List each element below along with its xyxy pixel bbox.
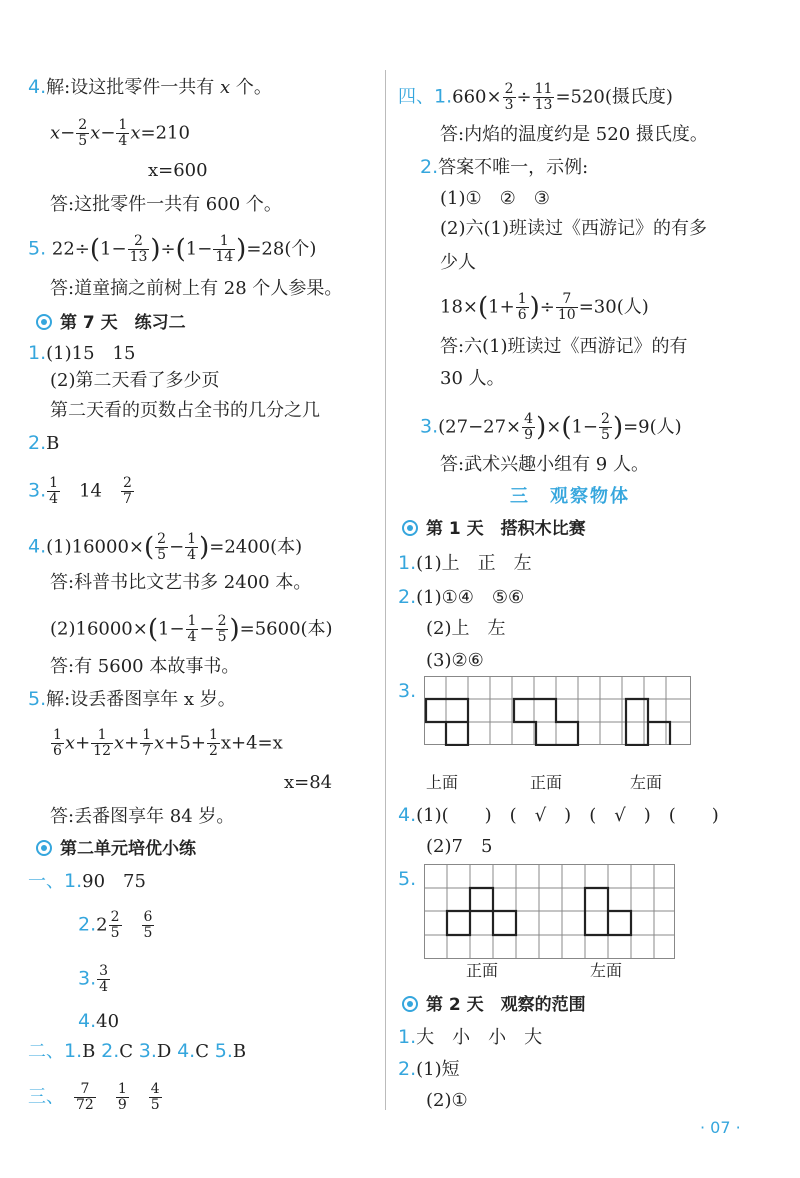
s4-q2b: (2)六(1)班读过《西游记》的有多 — [440, 218, 707, 239]
d1-q1: 1.(1)上 正 左 — [398, 552, 532, 574]
d7-q4b: (2)16000×(1− $\frac{1}{4}$ − $\frac{2}{5}$ )=5600(本) — [50, 613, 333, 645]
q4-equation: x− $\frac{2}{5}$ x− $\frac{1}{4}$ x=210 — [50, 117, 190, 149]
circle-bullet-icon — [402, 996, 418, 1012]
d7-q5-equation: $\frac{1}{6}$ x+ $\frac{1}{12}$ x+ $\frac{1}{7}$ x+5+ $\frac{1}{2}$ x+4=x — [53, 727, 283, 759]
q4-line: 4.解:设这批零件一共有 x 个。 — [28, 76, 272, 98]
s3-answers: 三、 $\frac{7}{72}$ $\frac{1}{9}$ $\frac{4}{5}$ — [28, 1081, 160, 1113]
d7-q4b-answer: 答:有 5600 本故事书。 — [50, 656, 240, 677]
d7-q4a-answer: 答:科普书比文艺书多 2400 本。 — [50, 572, 312, 593]
day1-heading: 第 1 天 搭积木比赛 — [402, 518, 586, 540]
views-grid-q5 — [424, 864, 676, 960]
d7-q5: 5.解:设丢番图享年 x 岁。 — [28, 688, 236, 710]
s4-q2-answer2: 30 人。 — [440, 368, 505, 389]
d1-q4b: (2)7 5 — [426, 836, 493, 857]
grid3-label-left: 左面 — [630, 773, 663, 792]
d7-q1c: 第二天看的页数占全书的几分之几 — [50, 400, 320, 421]
column-divider — [385, 70, 386, 1110]
s4-q2: 2.答案不唯一，示例: — [420, 156, 589, 178]
d7-q5-result: x=84 — [284, 772, 333, 793]
q4-answer: 答:这批零件一共有 600 个。 — [50, 194, 282, 215]
s4-q2-answer1: 答:六(1)班读过《西游记》的有 — [440, 336, 688, 357]
s1-q4: 4.40 — [78, 1010, 120, 1032]
d2-q2b: (2)① — [426, 1090, 468, 1111]
s1-q2: 2.2 $\frac{2}{5}$ $\frac{6}{5}$ — [78, 909, 153, 941]
d1-q4a: 4.(1)( ) ( √ ) ( √ ) ( ) — [398, 804, 719, 826]
day2-heading: 第 2 天 观察的范围 — [402, 994, 586, 1016]
q5-answer: 答:道童摘之前树上有 28 个人参果。 — [50, 278, 343, 299]
circle-bullet-icon — [36, 314, 52, 330]
d7-q3: 3. $\frac{1}{4}$ 14 $\frac{2}{7}$ — [28, 475, 132, 507]
d1-q2b: (2)上 左 — [426, 618, 506, 639]
d1-q2c: (3)②⑥ — [426, 650, 484, 671]
s4-q3-answer: 答:武术兴趣小组有 9 人。 — [440, 454, 649, 475]
s4-q2a: (1)① ② ③ — [440, 188, 550, 209]
s4-q3: 3.(27−27× $\frac{4}{9}$ )×(1− $\frac{2}{5}$ )=9(人) — [420, 411, 682, 443]
grid5-label-left: 左面 — [590, 961, 623, 980]
s4-q2c: 少人 — [440, 252, 476, 273]
grid3-label-top: 上面 — [426, 773, 459, 792]
q4-result: x=600 — [148, 160, 208, 181]
s4-q1-answer: 答:内焰的温度约是 520 摄氏度。 — [440, 124, 708, 145]
s1-q1: 一、1.90 75 — [28, 870, 146, 892]
grid5-label-front: 正面 — [466, 961, 499, 980]
s1-q3: 3. $\frac{3}{4}$ — [78, 963, 109, 995]
d7-q1a: 1.(1)15 15 — [28, 342, 136, 364]
grid3-label-front: 正面 — [530, 773, 563, 792]
s4-q1: 四、1.660× $\frac{2}{3}$ ÷ $\frac{11}{13}$ =520(摄氏度) — [398, 81, 673, 113]
d1-q5-label: 5. — [398, 868, 417, 890]
unit3-title: 三 观察物体 — [510, 486, 630, 507]
circle-bullet-icon — [36, 840, 52, 856]
unit2-heading: 第二单元培优小练 — [36, 838, 196, 860]
d7-q5-answer: 答:丢番图享年 84 岁。 — [50, 806, 235, 827]
d1-q2a: 2.(1)①④ ⑤⑥ — [398, 586, 525, 608]
s4-q2-expression: 18×(1+ $\frac{1}{6}$ )÷ $\frac{7}{10}$ =30(人) — [440, 291, 649, 323]
d2-q2a: 2.(1)短 — [398, 1058, 460, 1080]
top-view-shape — [426, 699, 468, 745]
s2-answers: 二、1.B 2.C 3.D 4.C 5.B — [28, 1040, 247, 1062]
d1-q3-label: 3. — [398, 680, 417, 702]
page-number: · 07 · — [700, 1118, 741, 1137]
circle-bullet-icon — [402, 520, 418, 536]
d2-q1: 1.大 小 小 大 — [398, 1026, 543, 1048]
d7-q1b: (2)第二天看了多少页 — [50, 370, 220, 391]
front-view-shape-q5 — [447, 888, 516, 935]
q5-expression: 5. 22÷(1− $\frac{2}{13}$ )÷(1− $\frac{1}{14}$ )=28(个) — [28, 233, 317, 265]
day7-heading: 第 7 天 练习二 — [36, 312, 186, 334]
views-grid-q3 — [424, 676, 692, 746]
d7-q2: 2.B — [28, 432, 60, 454]
d7-q4a: 4.(1)16000×( $\frac{2}{5}$ − $\frac{1}{4}$ )=2400(本) — [28, 531, 303, 563]
